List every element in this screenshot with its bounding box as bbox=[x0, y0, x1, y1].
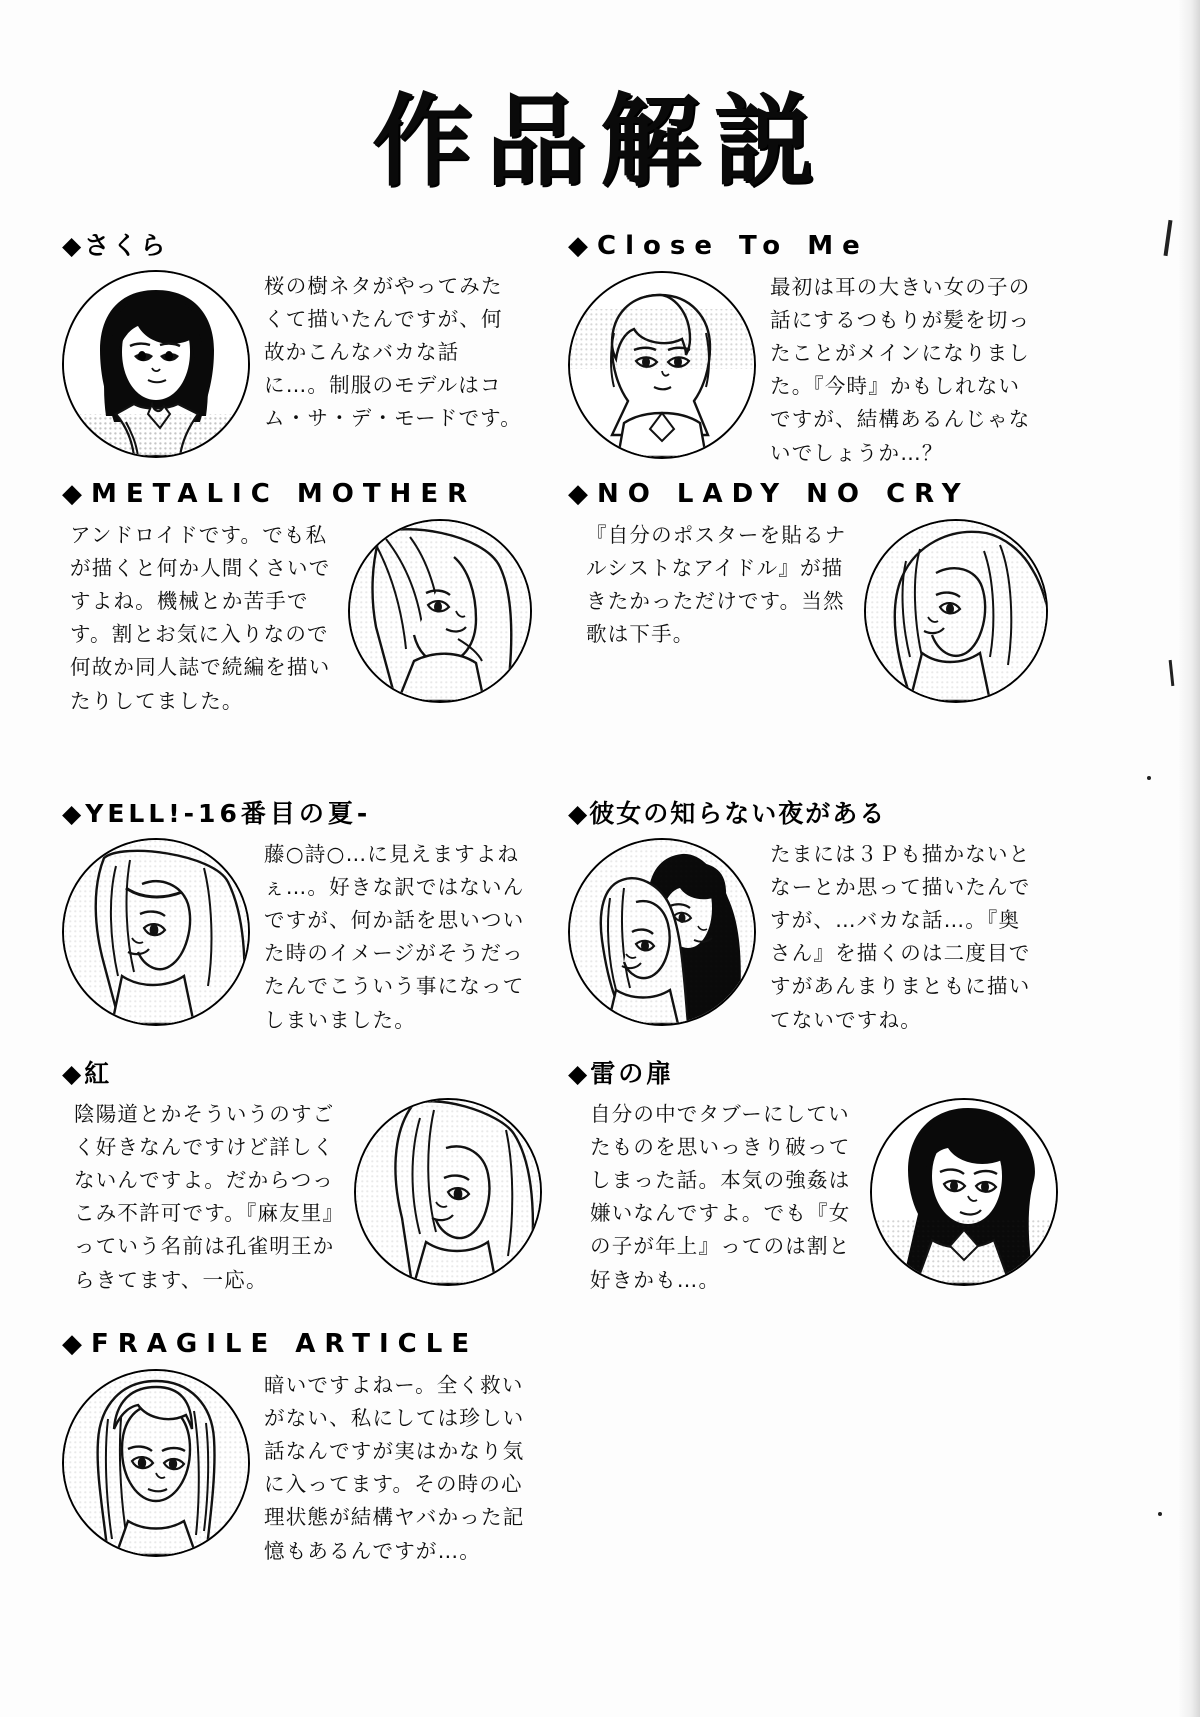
portrait-art bbox=[866, 521, 1046, 701]
section-sakura bbox=[62, 232, 532, 458]
portrait-girl-short-hair bbox=[568, 271, 756, 459]
portrait-art bbox=[356, 1100, 540, 1284]
scan-artifact bbox=[1169, 660, 1175, 686]
section-heading: ◆METALIC MOTHER bbox=[62, 479, 477, 509]
section-metalic-mother bbox=[62, 480, 532, 718]
section-text: 最初は耳の大きい女の子の話にするつもりが髪を切ったことがメインになりました。『今時』かもしれないですが、結構あるんじゃないでしょうか…？ bbox=[770, 274, 1031, 465]
section-text: 暗いですよねー。全く救いがない、私にしては珍しい話なんですが実はかなり気に入ってます。その時の心理状態が結構ヤバかった記憶もあるんですが…。 bbox=[264, 1372, 525, 1563]
portrait-art bbox=[64, 840, 248, 1024]
section-heading: ◆雷の扉 bbox=[568, 1059, 675, 1088]
section-heading: ◆紅 bbox=[62, 1059, 113, 1088]
section-text: 自分の中でタブーにしていたものを思いっきり破ってしまった話。本気の強姦は嫌いなんですよ。でも『女の子が年上』ってのは割と好きかも…。 bbox=[590, 1101, 851, 1292]
section-heading: ◆YELL!-16番目の夏- bbox=[62, 799, 372, 828]
portrait-art bbox=[64, 272, 248, 456]
section-heading: ◆彼女の知らない夜がある bbox=[568, 799, 887, 828]
portrait-art bbox=[570, 840, 754, 1024]
section-text: 藤○詩○…に見えますよねぇ…。好きな訳ではないんですが、何か話を思いついた時のイメージがそうだったんでこういう事になってしまいました。 bbox=[264, 841, 525, 1032]
section-heading: ◆FRAGILE ARTICLE bbox=[62, 1329, 479, 1359]
portrait-dark-hair-boy bbox=[870, 1098, 1058, 1286]
section-kaminari-no-tobira bbox=[568, 1060, 1058, 1297]
scan-artifact bbox=[1164, 220, 1173, 256]
section-yell bbox=[62, 800, 542, 1037]
section-kurenai bbox=[62, 1060, 542, 1297]
portrait-art bbox=[872, 1100, 1056, 1284]
section-heading: ◆NO LADY NO CRY bbox=[568, 479, 970, 509]
section-close-to-me bbox=[568, 232, 1048, 470]
portrait-girl-headband bbox=[62, 838, 250, 1026]
section-no-lady-no-cry bbox=[568, 480, 1048, 703]
portrait-sad-girl bbox=[62, 1369, 250, 1557]
section-text: たまには３Ｐも描かないとなーとか思って描いたんですが、…バカな話…。『奥さん』を描くのは二度目ですがあんまりまともに描いてないですね。 bbox=[770, 841, 1031, 1032]
portrait-two-girls bbox=[568, 838, 756, 1026]
portrait-long-hair-girl bbox=[354, 1098, 542, 1286]
section-kanojo-no-shiranai-yoru bbox=[568, 800, 1058, 1037]
section-text: 桜の樹ネタがやってみたくて描いたんですが、何故かこんなバカな話に…。制服のモデルはコム・サ・デ・モードです。 bbox=[264, 273, 522, 431]
portrait-android-woman bbox=[348, 519, 532, 703]
section-heading: ◆さくら bbox=[62, 231, 169, 260]
portrait-art bbox=[570, 273, 754, 457]
section-text: 『自分のポスターを貼るナルシストなアイドル』が描きたかっただけです。当然歌は下手。 bbox=[586, 522, 847, 647]
portrait-girl-dark-hair bbox=[62, 270, 250, 458]
scan-artifact bbox=[1147, 776, 1151, 780]
portrait-idol-wavy-hair bbox=[864, 519, 1048, 703]
section-heading: ◆Close To Me bbox=[568, 231, 869, 261]
page-edge-shadow bbox=[1178, 0, 1200, 1717]
portrait-art bbox=[350, 521, 530, 701]
scan-artifact bbox=[1158, 1512, 1162, 1516]
section-text: 陰陽道とかそういうのすごく好きなんですけど詳しくないんですよ。だからつっこみ不許可です。『麻友里』っていう名前は孔雀明王からきてます、一応。 bbox=[74, 1101, 335, 1292]
section-fragile-article bbox=[62, 1330, 542, 1568]
page-title: 作品解説 bbox=[372, 83, 828, 200]
section-text: アンドロイドです。でも私が描くと何か人間くさいですよね。機械とか苦手です。割とお気に入りなので何故か同人誌で続編を描いたりしてました。 bbox=[70, 522, 331, 713]
portrait-art bbox=[64, 1371, 248, 1555]
